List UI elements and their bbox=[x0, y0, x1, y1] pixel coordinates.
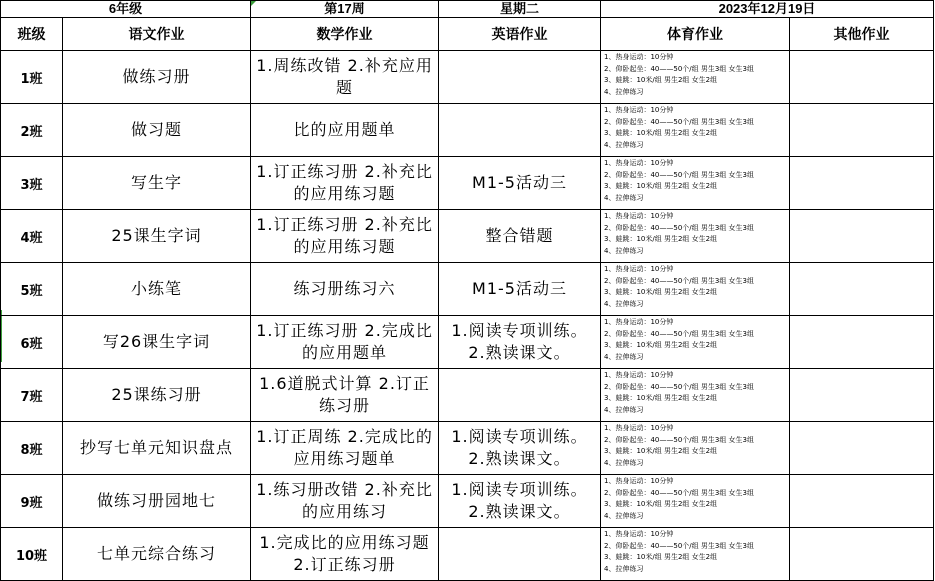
pe-line: 4、拉伸练习 bbox=[604, 511, 644, 520]
pe-line: 1、热身运动：10分钟 bbox=[604, 424, 674, 432]
pe-line: 1、热身运动：10分钟 bbox=[604, 53, 674, 61]
header-pe[interactable]: 体育作业 bbox=[601, 18, 790, 51]
pe-line: 4、拉伸练习 bbox=[604, 564, 644, 573]
english-homework-cell[interactable] bbox=[439, 51, 601, 104]
english-homework-cell[interactable]: M1-5活动三 bbox=[439, 157, 601, 210]
pe-homework-cell[interactable] bbox=[601, 51, 790, 104]
math-homework-cell[interactable]: 1.6道脱式计算 2.订正练习册 bbox=[251, 369, 439, 422]
pe-line: 2、仰卧起坐：40——50个/组 男生3组 女生3组 bbox=[604, 329, 754, 338]
math-homework-cell[interactable]: 1.完成比的应用练习题 2.订正练习册 bbox=[251, 528, 439, 581]
math-homework-cell[interactable]: 1.订正练习册 2.补充比的应用练习题 bbox=[251, 157, 439, 210]
pe-line: 4、拉伸练习 bbox=[604, 352, 644, 361]
pe-line: 3、蛙跳：10米/组 男生2组 女生2组 bbox=[604, 182, 718, 190]
class-cell[interactable]: 5班 bbox=[1, 263, 63, 316]
pe-line: 4、拉伸练习 bbox=[604, 246, 644, 255]
math-homework-cell[interactable]: 1.订正周练 2.完成比的应用练习题单 bbox=[251, 422, 439, 475]
pe-line: 4、拉伸练习 bbox=[604, 193, 644, 202]
chinese-homework-cell[interactable]: 小练笔 bbox=[63, 263, 251, 316]
pe-line: 2、仰卧起坐：40——50个/组 男生3组 女生3组 bbox=[604, 223, 754, 232]
class-cell[interactable]: 1班 bbox=[1, 51, 63, 104]
class-cell[interactable]: 6班 bbox=[1, 316, 63, 369]
header-chinese[interactable]: 语文作业 bbox=[63, 18, 251, 51]
chinese-homework-cell[interactable]: 做习题 bbox=[63, 104, 251, 157]
pe-line: 2、仰卧起坐：40——50个/组 男生3组 女生3组 bbox=[604, 276, 754, 285]
pe-line: 1、热身运动：10分钟 bbox=[604, 530, 674, 538]
pe-line: 2、仰卧起坐：40——50个/组 男生3组 女生3组 bbox=[604, 170, 754, 179]
weekday-cell[interactable]: 星期二 bbox=[439, 1, 601, 18]
chinese-homework-cell[interactable]: 25课生字词 bbox=[63, 210, 251, 263]
pe-line: 4、拉伸练习 bbox=[604, 405, 644, 414]
english-homework-cell[interactable]: M1-5活动三 bbox=[439, 263, 601, 316]
table-row bbox=[1, 263, 934, 316]
class-cell[interactable]: 10班 bbox=[1, 528, 63, 581]
math-homework-cell[interactable]: 1.练习册改错 2.补充比的应用练习 bbox=[251, 475, 439, 528]
math-homework-cell[interactable]: 比的应用题单 bbox=[251, 104, 439, 157]
english-homework-cell[interactable]: 1.阅读专项训练。2.熟读课文。 bbox=[439, 475, 601, 528]
math-homework-cell[interactable]: 练习册练习六 bbox=[251, 263, 439, 316]
pe-line: 1、热身运动：10分钟 bbox=[604, 212, 674, 220]
table-row bbox=[1, 210, 934, 263]
other-homework-cell[interactable] bbox=[790, 157, 934, 210]
table-row bbox=[1, 316, 934, 369]
other-homework-cell[interactable] bbox=[790, 51, 934, 104]
pe-homework-cell[interactable] bbox=[601, 104, 790, 157]
pe-homework-cell[interactable] bbox=[601, 369, 790, 422]
pe-homework-cell[interactable] bbox=[601, 475, 790, 528]
chinese-homework-cell[interactable]: 25课练习册 bbox=[63, 369, 251, 422]
pe-line: 2、仰卧起坐：40——50个/组 男生3组 女生3组 bbox=[604, 382, 754, 391]
table-row bbox=[1, 369, 934, 422]
pe-homework-cell[interactable] bbox=[601, 263, 790, 316]
pe-homework-cell[interactable] bbox=[601, 528, 790, 581]
class-cell[interactable]: 2班 bbox=[1, 104, 63, 157]
math-homework-cell[interactable]: 1.周练改错 2.补充应用题 bbox=[251, 51, 439, 104]
week-label: 第17周 bbox=[324, 1, 365, 16]
class-cell[interactable]: 3班 bbox=[1, 157, 63, 210]
pe-line: 2、仰卧起坐：40——50个/组 男生3组 女生3组 bbox=[604, 64, 754, 73]
pe-line: 2、仰卧起坐：40——50个/组 男生3组 女生3组 bbox=[604, 541, 754, 550]
pe-line: 4、拉伸练习 bbox=[604, 140, 644, 149]
math-homework-cell[interactable]: 1.订正练习册 2.完成比的应用题单 bbox=[251, 316, 439, 369]
class-cell[interactable]: 7班 bbox=[1, 369, 63, 422]
chinese-homework-cell[interactable]: 做练习册园地七 bbox=[63, 475, 251, 528]
pe-line: 1、热身运动：10分钟 bbox=[604, 477, 674, 485]
pe-line: 4、拉伸练习 bbox=[604, 458, 644, 467]
table-row bbox=[1, 104, 934, 157]
comment-marker-icon bbox=[251, 1, 256, 6]
other-homework-cell[interactable] bbox=[790, 316, 934, 369]
other-homework-cell[interactable] bbox=[790, 422, 934, 475]
chinese-homework-cell[interactable]: 写生字 bbox=[63, 157, 251, 210]
english-homework-cell[interactable] bbox=[439, 369, 601, 422]
pe-line: 2、仰卧起坐：40——50个/组 男生3组 女生3组 bbox=[604, 117, 754, 126]
pe-line: 1、热身运动：10分钟 bbox=[604, 159, 674, 167]
data-rows bbox=[1, 51, 934, 581]
other-homework-cell[interactable] bbox=[790, 210, 934, 263]
title-row bbox=[1, 1, 934, 18]
english-homework-cell[interactable]: 1.阅读专项训练。2.熟读课文。 bbox=[439, 422, 601, 475]
other-homework-cell[interactable] bbox=[790, 369, 934, 422]
pe-line: 3、蛙跳：10米/组 男生2组 女生2组 bbox=[604, 341, 718, 349]
chinese-homework-cell[interactable]: 七单元综合练习 bbox=[63, 528, 251, 581]
chinese-homework-cell[interactable]: 抄写七单元知识盘点 bbox=[63, 422, 251, 475]
pe-line: 3、蛙跳：10米/组 男生2组 女生2组 bbox=[604, 394, 718, 402]
class-cell[interactable]: 4班 bbox=[1, 210, 63, 263]
pe-homework-cell[interactable] bbox=[601, 316, 790, 369]
pe-line: 3、蛙跳：10米/组 男生2组 女生2组 bbox=[604, 235, 718, 243]
class-cell[interactable]: 9班 bbox=[1, 475, 63, 528]
header-math[interactable]: 数学作业 bbox=[251, 18, 439, 51]
table-row bbox=[1, 157, 934, 210]
table-row bbox=[1, 51, 934, 104]
english-homework-cell[interactable]: 1.阅读专项训练。2.熟读课文。 bbox=[439, 316, 601, 369]
pe-line: 4、拉伸练习 bbox=[604, 87, 644, 96]
pe-line: 3、蛙跳：10米/组 男生2组 女生2组 bbox=[604, 553, 718, 561]
english-homework-cell[interactable] bbox=[439, 528, 601, 581]
other-homework-cell[interactable] bbox=[790, 263, 934, 316]
pe-line: 3、蛙跳：10米/组 男生2组 女生2组 bbox=[604, 288, 718, 296]
pe-line: 2、仰卧起坐：40——50个/组 男生3组 女生3组 bbox=[604, 435, 754, 444]
pe-homework-cell[interactable] bbox=[601, 210, 790, 263]
pe-line: 1、热身运动：10分钟 bbox=[604, 265, 674, 273]
pe-line: 3、蛙跳：10米/组 男生2组 女生2组 bbox=[604, 76, 718, 84]
header-english[interactable]: 英语作业 bbox=[439, 18, 601, 51]
chinese-homework-cell[interactable]: 写26课生字词 bbox=[63, 316, 251, 369]
pe-line: 1、热身运动：10分钟 bbox=[604, 371, 674, 379]
class-cell[interactable]: 8班 bbox=[1, 422, 63, 475]
math-homework-cell[interactable]: 1.订正练习册 2.补充比的应用练习题 bbox=[251, 210, 439, 263]
pe-homework-cell[interactable] bbox=[601, 157, 790, 210]
other-homework-cell[interactable] bbox=[790, 528, 934, 581]
chinese-homework-cell[interactable]: 做练习册 bbox=[63, 51, 251, 104]
pe-line: 3、蛙跳：10米/组 男生2组 女生2组 bbox=[604, 129, 718, 137]
pe-line: 1、热身运动：10分钟 bbox=[604, 106, 674, 114]
table-row bbox=[1, 528, 934, 581]
other-homework-cell[interactable] bbox=[790, 475, 934, 528]
grade-cell[interactable]: 6年级 bbox=[1, 1, 251, 18]
pe-line: 3、蛙跳：10米/组 男生2组 女生2组 bbox=[604, 447, 718, 455]
other-homework-cell[interactable] bbox=[790, 104, 934, 157]
pe-line: 2、仰卧起坐：40——50个/组 男生3组 女生3组 bbox=[604, 488, 754, 497]
week-cell[interactable] bbox=[251, 1, 439, 18]
header-other[interactable]: 其他作业 bbox=[790, 18, 934, 51]
english-homework-cell[interactable]: 整合错题 bbox=[439, 210, 601, 263]
date-cell[interactable]: 2023年12月19日 bbox=[601, 1, 934, 18]
header-class[interactable]: 班级 bbox=[1, 18, 63, 51]
pe-line: 3、蛙跳：10米/组 男生2组 女生2组 bbox=[604, 500, 718, 508]
english-homework-cell[interactable] bbox=[439, 104, 601, 157]
table-row bbox=[1, 422, 934, 475]
pe-homework-cell[interactable] bbox=[601, 422, 790, 475]
pe-line: 1、热身运动：10分钟 bbox=[604, 318, 674, 326]
table-row bbox=[1, 475, 934, 528]
pe-line: 4、拉伸练习 bbox=[604, 299, 644, 308]
header-row bbox=[1, 18, 934, 51]
